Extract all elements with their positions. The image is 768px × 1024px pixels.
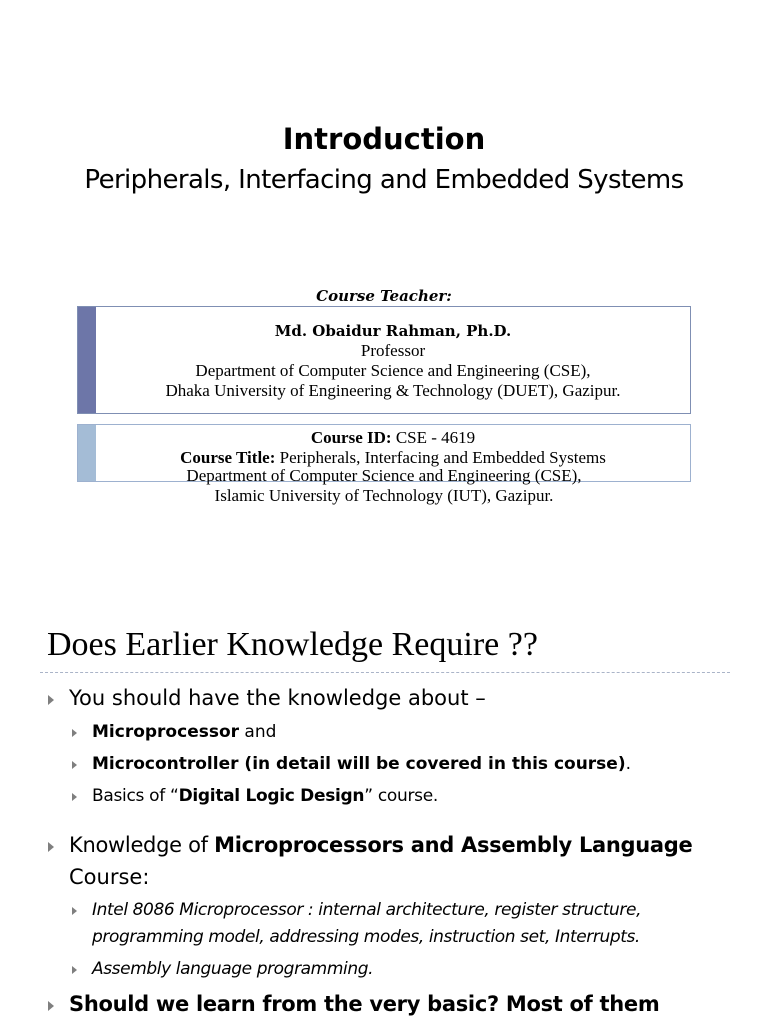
sub-bullet-text: Microcontroller (in detail will be covered in this course). [92, 754, 632, 774]
sub-bullet-arrow-icon [72, 761, 77, 769]
slide-title: Introduction [282, 122, 486, 156]
sub-bullet-arrow-icon [72, 729, 77, 737]
course-id-label: Course ID: [310, 428, 392, 447]
bullet-text: Should we learn from the very basic? Most of them [69, 992, 660, 1016]
title-divider [40, 672, 730, 673]
course-institution [0, 466, 768, 506]
course-title-label: Course Title: [180, 448, 276, 467]
bullet-text-continued: Course: [69, 865, 150, 889]
course-id-line [96, 428, 690, 448]
teacher-position: Professor [360, 341, 426, 360]
teacher-name: Md. Obaidur Rahman, Ph.D. [274, 322, 512, 340]
course-teacher-heading: Course Teacher: [316, 287, 452, 305]
bullet-arrow-icon [48, 842, 54, 852]
bullet-arrow-icon [48, 695, 54, 705]
bullet-text: Knowledge of Microprocessors and Assembly Language [69, 833, 693, 857]
sub-bullet-arrow-icon [72, 793, 77, 801]
sub-bullet-text: Assembly language programming. [92, 959, 374, 979]
course-title-line [96, 448, 690, 468]
sub-bullet-arrow-icon [72, 966, 77, 974]
teacher-department: Department of Computer Science and Engineering (CSE), [195, 361, 591, 380]
course-university: Islamic University of Technology (IUT), Gazipur. [214, 486, 554, 505]
course-id-value: CSE - 4619 [395, 428, 476, 447]
bullet-text: You should have the knowledge about – [69, 686, 486, 710]
teacher-box-accent-bar [78, 307, 96, 413]
sub-bullet-text: Basics of “Digital Logic Design” course. [92, 786, 438, 806]
course-title-value: Peripherals, Interfacing and Embedded Systems [279, 448, 606, 467]
slide-title: Does Earlier Knowledge Require ?? [47, 626, 538, 663]
course-department: Department of Computer Science and Engineering (CSE), [186, 466, 582, 485]
teacher-university: Dhaka University of Engineering & Technology (DUET), Gazipur. [165, 381, 621, 400]
slide-subtitle: Peripherals, Interfacing and Embedded Systems [84, 165, 684, 195]
sub-bullet-arrow-icon [72, 907, 77, 915]
sub-bullet-text: Intel 8086 Microprocessor : internal architecture, register structure, [92, 900, 642, 920]
sub-bullet-text: Microprocessor and [92, 722, 277, 742]
sub-bullet-text-continued: programming model, addressing modes, instruction set, Interrupts. [92, 927, 640, 947]
bullet-arrow-icon [48, 1001, 54, 1011]
teacher-info-box [77, 306, 691, 414]
